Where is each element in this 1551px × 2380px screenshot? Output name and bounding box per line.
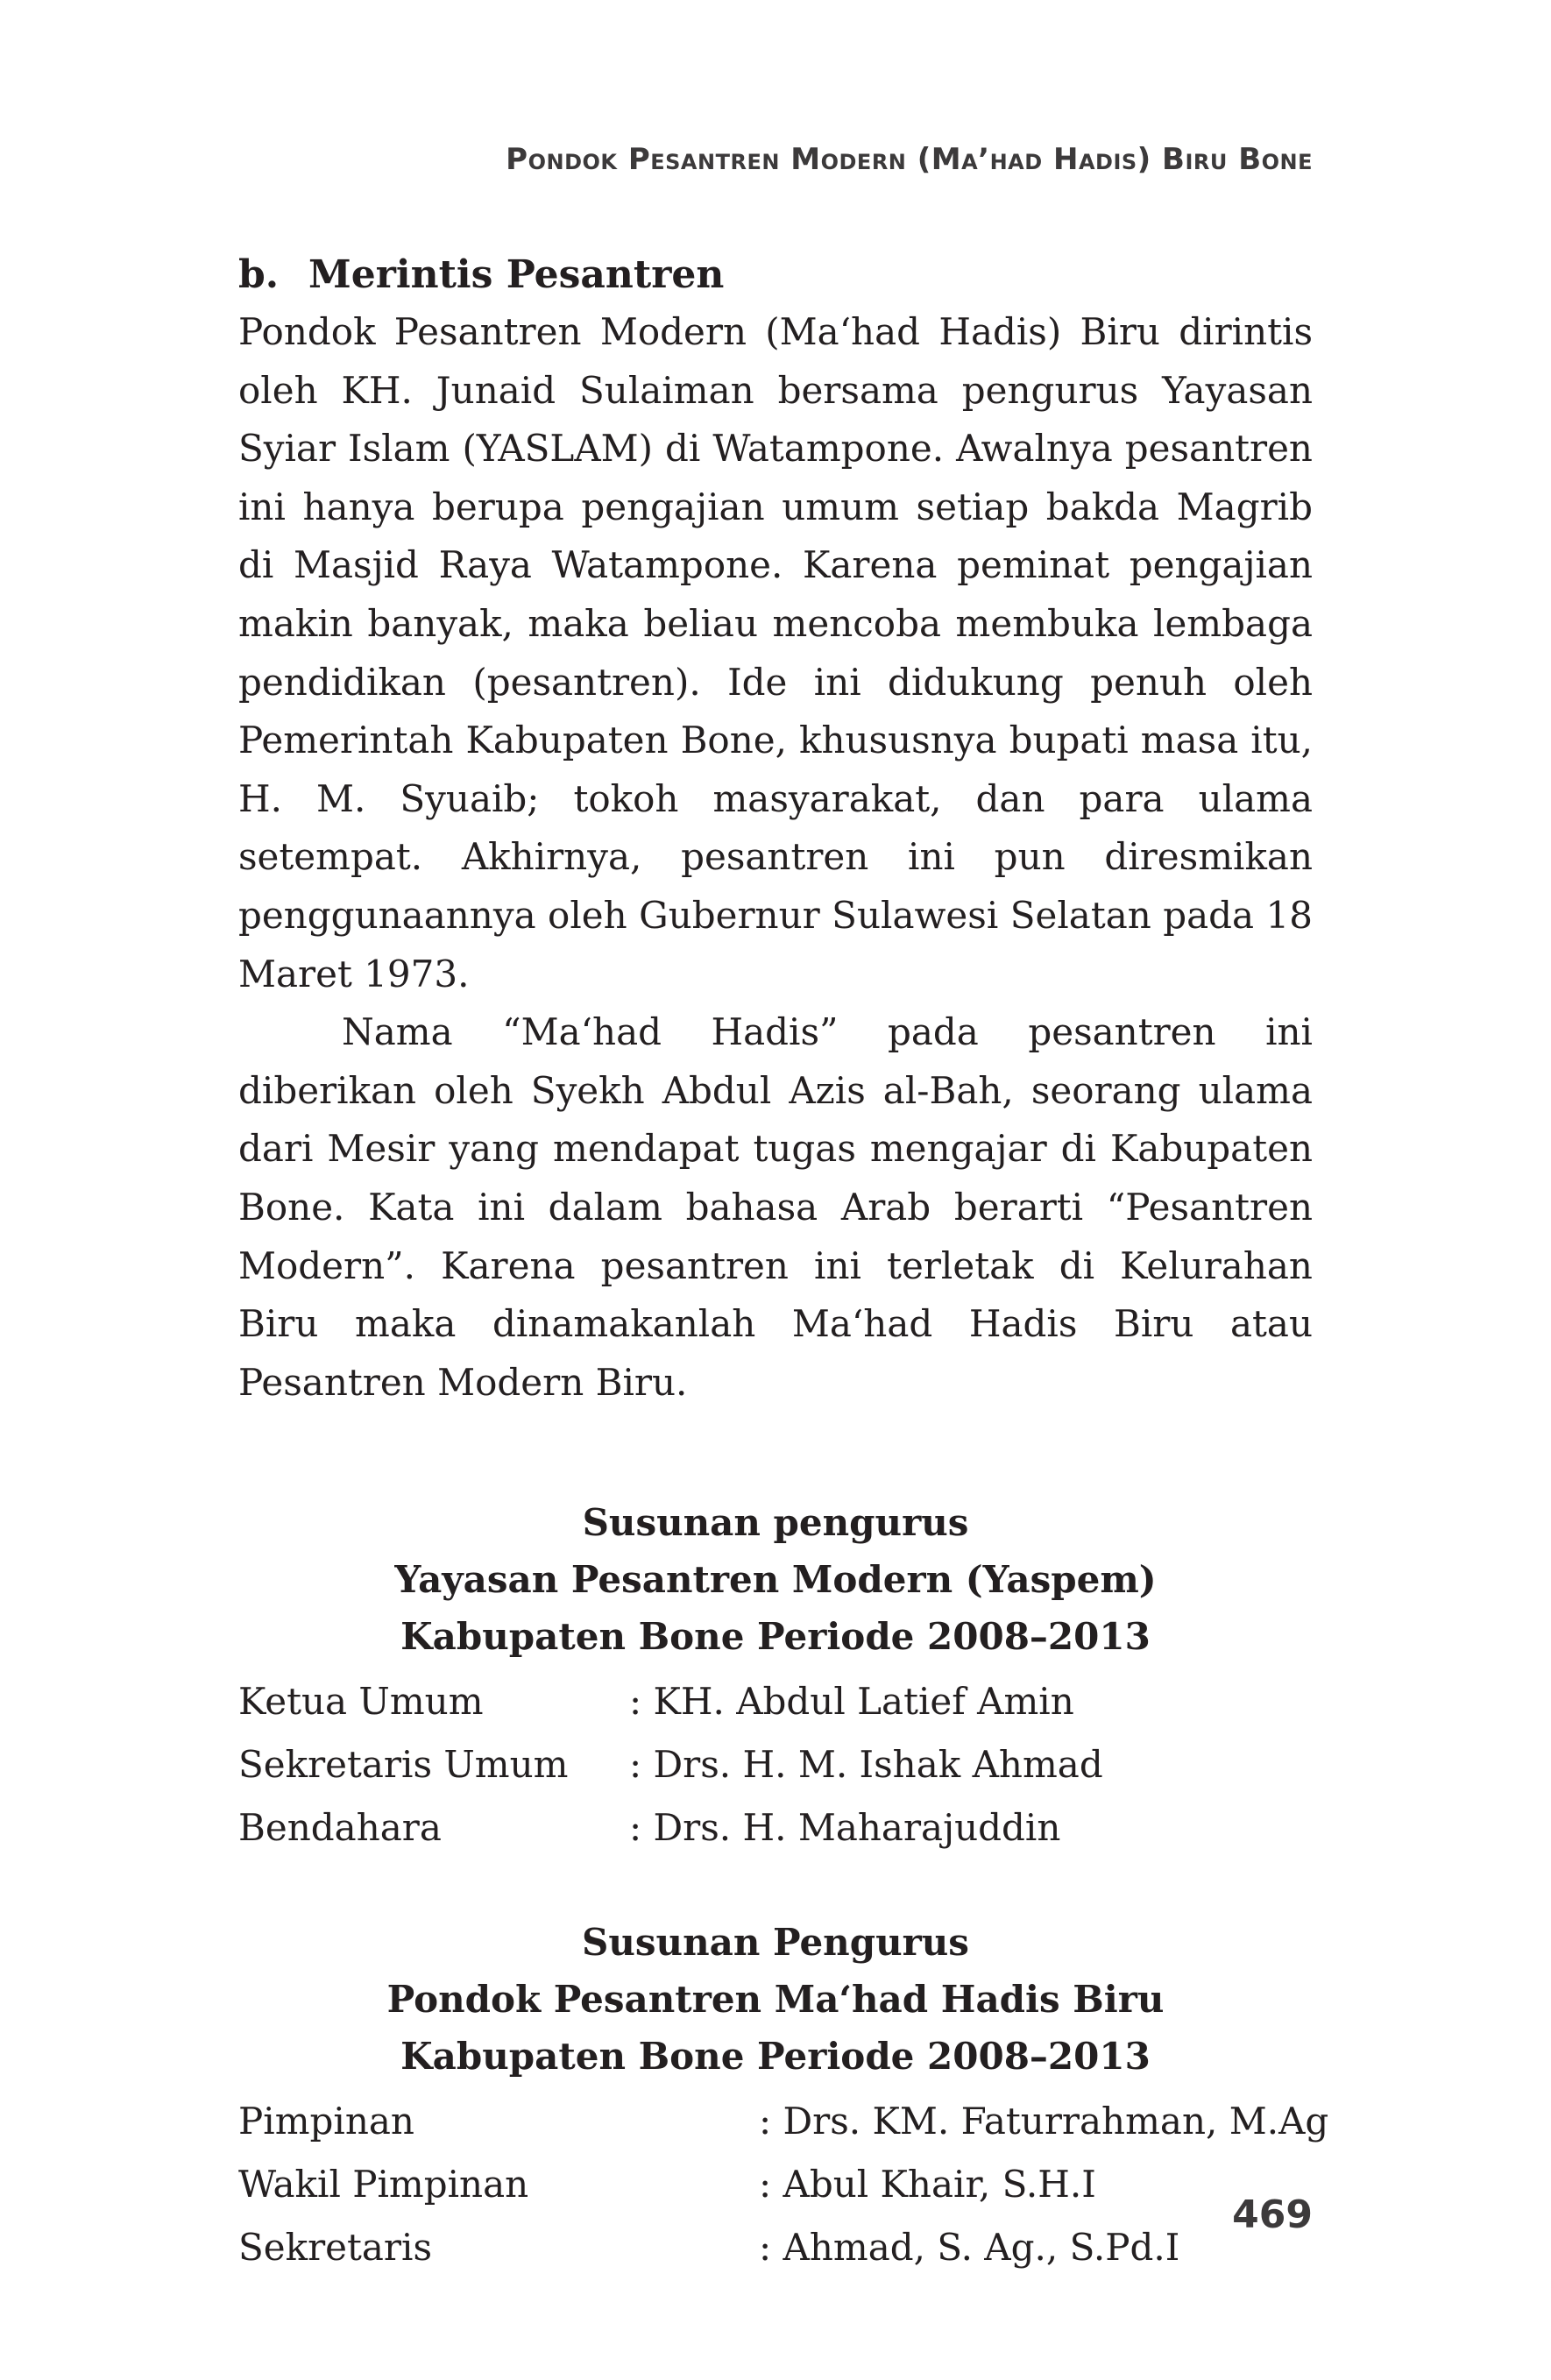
roster-name: : KH. Abdul Latief Amin [629,1680,1074,1724]
committee-title-line: Susunan Pengurus [582,1921,969,1965]
roster-row [238,1670,1313,1733]
roster-row [238,1733,1313,1796]
roster-role: Wakil Pimpinan [238,2163,529,2206]
roster-role: Pimpinan [238,2100,414,2143]
committee-yaspem [238,1494,1313,1859]
section-title: Merintis Pesantren [308,252,725,297]
paragraph-history: Pondok Pesantren Modern (Ma‘had Hadis) Biru dirintis oleh KH. Junaid Sulaiman bersama pengurus Yayasan Syiar Islam (YASLAM) di Watampone. Awalnya pesantren ini hanya berupa pengajian umum setiap bakda Magrib di Masjid Raya Watampone. Karena peminat pengajian makin banyak, maka beliau mencoba membuka lembaga pendidikan (pesantren). Ide ini didukung penuh oleh Pemerintah Kabupaten Bone, khususnya bupati masa itu, H. M. Syuaib; tokoh masyarakat, dan para ulama setempat. Akhirnya, pesantren ini pun diresmikan penggunaannya oleh Gubernur Sulawesi Selatan pada 18 Maret 1973. [238,310,1313,995]
paragraph-name-origin: Nama “Ma‘had Hadis” pada pesantren ini diberikan oleh Syekh Abdul Azis al-Bah, seorang ulama dari Mesir yang mendapat tugas mengajar di Kabupaten Bone. Kata ini dalam bahasa Arab berarti “Pesantren Modern”. Karena pesantren ini terletak di Kelurahan Biru maka dinamakanlah Ma‘had Hadis Biru atau Pesantren Modern Biru. [238,1010,1313,1404]
committee-title-line: Pondok Pesantren Ma‘had Hadis Biru [386,1978,1165,2022]
roster-row [238,2090,1329,2153]
section-marker: b. [238,252,280,297]
roster-role: Ketua Umum [238,1680,484,1724]
roster-name: : Ahmad, S. Ag., S.Pd.I [759,2226,1180,2270]
roster-role: Bendahara [238,1806,442,1850]
section-heading [238,247,1313,303]
page-body [238,247,1329,2279]
page-number: 469 [1232,2192,1313,2237]
roster-role: Sekretaris [238,2226,432,2270]
roster-row [238,1796,1313,1859]
committee-roster [238,1670,1313,1859]
committee-title-line: Kabupaten Bone Periode 2008–2013 [400,1615,1151,1659]
roster-row [238,2216,1313,2279]
committee-title-line: Kabupaten Bone Periode 2008–2013 [400,2035,1151,2079]
committee-pesantren [238,1914,1329,2279]
committee-title-line: Susunan pengurus [582,1501,969,1545]
roster-name: : Abul Khair, S.H.I [759,2163,1096,2206]
committee-title-line: Yayasan Pesantren Modern (Yaspem) [394,1558,1157,1602]
running-header: Pondok Pesantren Modern (Ma’had Hadis) Biru Bone [506,142,1313,177]
roster-name: : Drs. H. M. Ishak Ahmad [629,1743,1103,1787]
committee-roster [238,2090,1329,2279]
roster-row [238,2153,1313,2216]
roster-name: : Drs. KM. Faturrahman, M.Ag [759,2100,1329,2143]
roster-name: : Drs. H. Maharajuddin [629,1806,1061,1850]
roster-role: Sekretaris Umum [238,1743,569,1787]
